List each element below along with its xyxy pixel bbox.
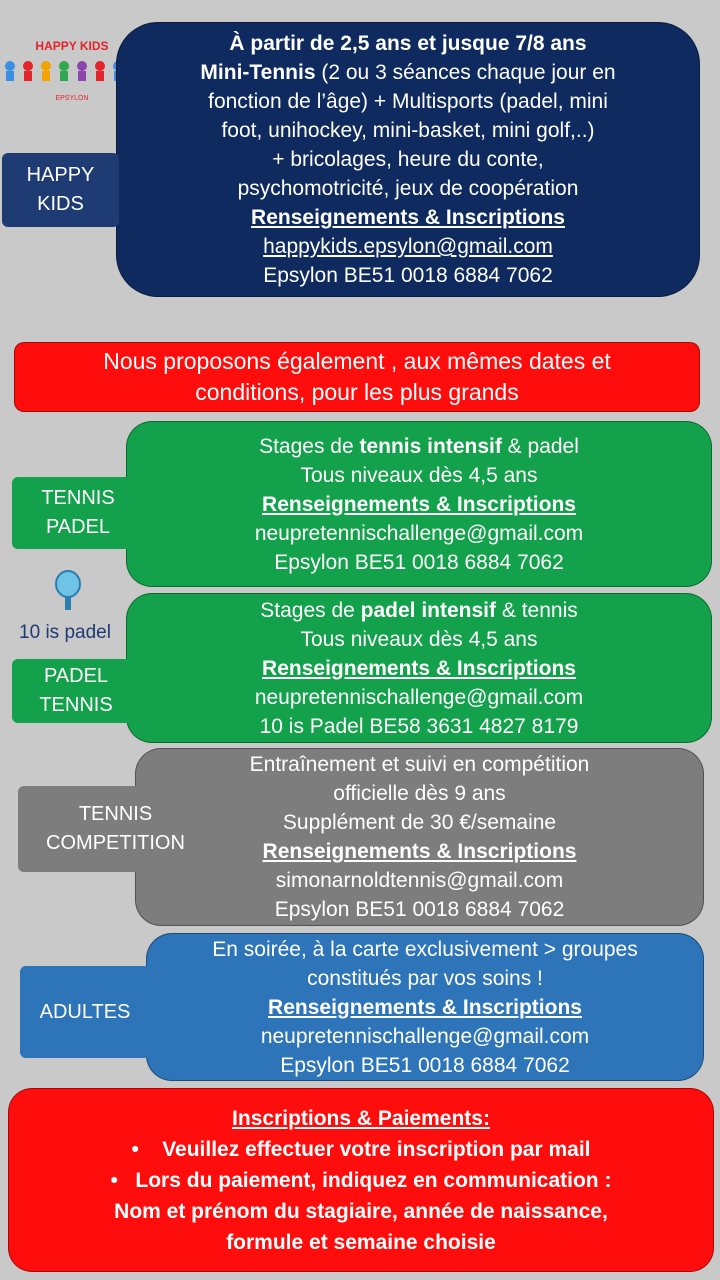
banner-line1: Nous proposons également , aux mêmes dates et — [103, 348, 611, 374]
happy-kids-account: Epsylon BE51 0018 6884 7062 — [263, 264, 553, 287]
padel-tennis-line1 — [260, 596, 577, 625]
happy-kids-line5: + bricolages, heure du conte, — [272, 148, 544, 171]
adults-account: Epsylon BE51 0018 6884 7062 — [280, 1053, 570, 1077]
padel-tennis-line1-pre: Stages de — [260, 598, 361, 622]
competition-line2: officielle dès 9 ans — [333, 782, 506, 805]
competition-label-line1: TENNIS — [78, 803, 153, 825]
adults-label-text: ADULTES — [39, 1000, 131, 1023]
competition-info-heading: Renseignements & Inscriptions — [262, 840, 577, 863]
payments-line4: formule et semaine choisie — [226, 1230, 496, 1254]
tennis-padel-account: Epsylon BE51 0018 6884 7062 — [274, 550, 564, 574]
tennis-padel-label — [12, 477, 144, 549]
payments-card — [8, 1088, 714, 1272]
adults-line2: constitués par vos soins ! — [307, 966, 543, 990]
padel-tennis-account: 10 is Padel BE58 3631 4827 8179 — [259, 714, 579, 738]
competition-email-link[interactable]: simonarnoldtennis@gmail.com — [275, 869, 564, 892]
tennis-padel-line1-pre: Stages de — [259, 434, 360, 458]
epsylon-logo-text: EPSYLON — [55, 95, 89, 102]
happy-kids-line2 — [200, 58, 615, 87]
tennis-padel-label-line1: TENNIS — [41, 487, 115, 509]
happy-kids-line4: foot, unihockey, mini-basket, mini golf,..) — [221, 119, 595, 142]
happy-kids-label — [2, 153, 119, 227]
happy-kids-line2-rest: (2 ou 3 séances chaque jour en — [315, 61, 616, 84]
happy-kids-age-line: À partir de 2,5 ans et jusque 7/8 ans — [229, 32, 587, 55]
adults-email-link[interactable]: neupretennischallenge@gmail.com — [260, 1024, 590, 1048]
payments-item1-text: Veuillez effectuer votre inscription par mail — [162, 1137, 591, 1161]
happy-kids-label-line2: KIDS — [37, 193, 84, 215]
banner-line2: conditions, pour les plus grands — [195, 379, 519, 405]
happy-kids-email-link[interactable]: happykids.epsylon@gmail.com — [263, 235, 553, 258]
mini-tennis-label: Mini-Tennis — [200, 61, 316, 84]
happy-kids-line6: psychomotricité, jeux de coopération — [237, 177, 579, 200]
competition-line1: Entraînement et suivi en compétition — [249, 753, 590, 776]
happy-kids-label-line1: HAPPY — [26, 164, 95, 186]
padel-logo-text: 10 is padel — [19, 622, 111, 643]
competition-label-line2: COMPETITION — [46, 832, 185, 854]
payments-heading: Inscriptions & Paiements: — [232, 1106, 490, 1130]
older-kids-banner — [14, 342, 700, 412]
payments-line3: Nom et prénom du stagiaire, année de naissance, — [114, 1199, 608, 1223]
happy-kids-line3: fonction de l’âge) + Multisports (padel, mini — [208, 90, 608, 113]
tennis-padel-label-line2: PADEL — [45, 516, 111, 538]
adults-line1: En soirée, à la carte exclusivement > groupes — [212, 937, 638, 961]
adults-card — [146, 933, 704, 1081]
bullet-icon: • — [110, 1168, 118, 1192]
tennis-padel-info-heading: Renseignements & Inscriptions — [262, 492, 576, 516]
payments-item1 — [132, 1134, 591, 1165]
competition-line3: Supplément de 30 €/semaine — [282, 811, 557, 834]
padel-tennis-card — [126, 593, 712, 743]
padel-tennis-info-heading: Renseignements & Inscriptions — [262, 656, 576, 680]
tennis-padel-line1 — [259, 432, 579, 461]
padel-tennis-label-line1: PADEL — [43, 665, 109, 687]
tennis-padel-email-link[interactable]: neupretennischallenge@gmail.com — [254, 521, 584, 545]
tennis-padel-line1-post: & padel — [501, 434, 579, 458]
padel-racket-icon — [56, 571, 80, 610]
padel-tennis-label — [12, 659, 140, 723]
tennis-padel-line2: Tous niveaux dès 4,5 ans — [300, 463, 538, 487]
padel-tennis-label-line2: TENNIS — [39, 694, 113, 716]
payments-item2-text: Lors du paiement, indiquez en communication : — [135, 1168, 612, 1192]
happy-kids-info-heading: Renseignements & Inscriptions — [251, 206, 565, 229]
10-is-padel-logo — [4, 570, 126, 646]
payments-item2 — [111, 1165, 612, 1196]
padel-tennis-line1-post: & tennis — [496, 598, 578, 622]
competition-label — [18, 786, 213, 872]
tennis-padel-card — [126, 421, 712, 587]
competition-account: Epsylon BE51 0018 6884 7062 — [274, 898, 565, 921]
bullet-icon: • — [131, 1137, 139, 1161]
happy-kids-logo-text: HAPPY KIDS — [35, 39, 109, 53]
happy-kids-card — [116, 22, 700, 297]
adults-label — [20, 966, 150, 1058]
padel-tennis-line2: Tous niveaux dès 4,5 ans — [300, 627, 538, 651]
padel-tennis-email-link[interactable]: neupretennischallenge@gmail.com — [254, 685, 584, 709]
adults-info-heading: Renseignements & Inscriptions — [268, 995, 582, 1019]
padel-intensif-label: padel intensif — [360, 598, 497, 622]
tennis-intensif-label: tennis intensif — [359, 434, 502, 458]
competition-card — [135, 748, 704, 926]
